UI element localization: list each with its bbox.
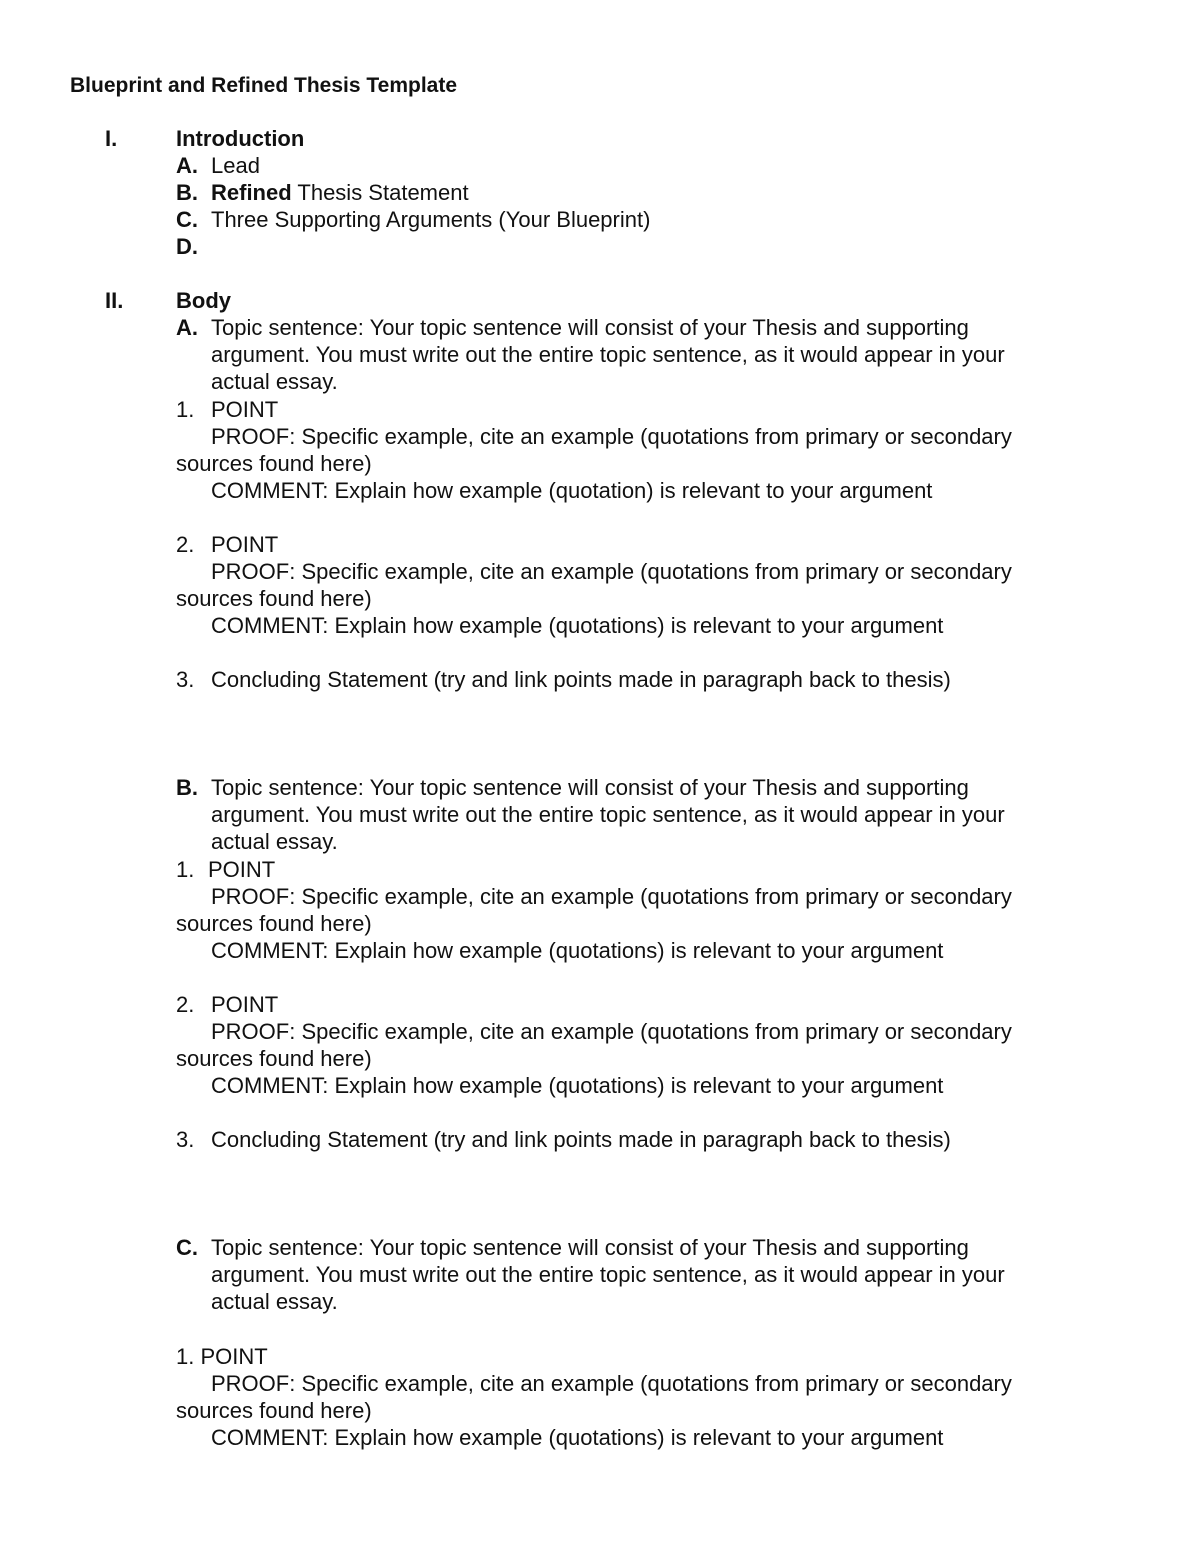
item-text: Lead — [211, 153, 260, 178]
concluding-statement: Concluding Statement (try and link points made in paragraph back to thesis) — [211, 667, 951, 692]
concluding-statement: Concluding Statement (try and link points made in paragraph back to thesis) — [211, 1127, 951, 1152]
proof-line-continued: sources found here) — [176, 451, 372, 476]
proof-line: PROOF: Specific example, cite an example (quotations from primary or secondary — [211, 1019, 1012, 1044]
item-bold-text: Refined — [211, 180, 292, 205]
point-number: 2. — [176, 532, 195, 557]
section-numeral-body: II. — [105, 288, 124, 313]
proof-line-continued: sources found here) — [176, 1046, 372, 1071]
point-number: 1. — [176, 397, 195, 422]
body-section-label: B. — [176, 775, 198, 800]
topic-sentence-line: actual essay. — [211, 829, 338, 854]
topic-sentence-line: argument. You must write out the entire topic sentence, as it would appear in your — [211, 802, 1005, 827]
comment-line: COMMENT: Explain how example (quotation) is relevant to your argument — [211, 478, 933, 503]
section-heading-intro: Introduction — [176, 126, 305, 151]
point-number: 3. — [176, 1127, 195, 1152]
topic-sentence-line: argument. You must write out the entire topic sentence, as it would appear in your — [211, 1262, 1005, 1287]
proof-line-continued: sources found here) — [176, 911, 372, 936]
document-title: Blueprint and Refined Thesis Template — [70, 74, 458, 97]
topic-sentence-line: argument. You must write out the entire topic sentence, as it would appear in your — [211, 342, 1005, 367]
proof-line-continued: sources found here) — [176, 1398, 372, 1423]
topic-sentence-line: Topic sentence: Your topic sentence will consist of your Thesis and supporting — [211, 315, 969, 340]
body-section-label: C. — [176, 1235, 198, 1260]
topic-sentence-line: Topic sentence: Your topic sentence will consist of your Thesis and supporting — [211, 775, 969, 800]
comment-line: COMMENT: Explain how example (quotations) is relevant to your argument — [211, 938, 944, 963]
section-heading-body: Body — [176, 288, 231, 313]
item-label: C. — [176, 207, 198, 232]
topic-sentence-line: Topic sentence: Your topic sentence will consist of your Thesis and supporting — [211, 1235, 969, 1260]
comment-line: COMMENT: Explain how example (quotations) is relevant to your argument — [211, 1073, 944, 1098]
proof-line: PROOF: Specific example, cite an example (quotations from primary or secondary — [211, 424, 1012, 449]
point-number: 2. — [176, 992, 195, 1017]
intro-item-d — [176, 234, 211, 260]
topic-sentence-line: actual essay. — [211, 1289, 338, 1314]
proof-line-continued: sources found here) — [176, 586, 372, 611]
intro-item-b — [176, 180, 469, 206]
item-text: Thesis Statement — [291, 180, 469, 205]
comment-line: COMMENT: Explain how example (quotations) is relevant to your argument — [211, 613, 944, 638]
proof-line: PROOF: Specific example, cite an example (quotations from primary or secondary — [211, 559, 1012, 584]
point-number: 1. — [176, 857, 195, 882]
intro-item-a — [176, 153, 260, 179]
point-number: 3. — [176, 667, 195, 692]
item-text: Three Supporting Arguments (Your Blueprint) — [211, 207, 651, 232]
point-label: POINT — [211, 532, 279, 557]
proof-line: PROOF: Specific example, cite an example (quotations from primary or secondary — [211, 1371, 1012, 1396]
topic-sentence-line: actual essay. — [211, 369, 338, 394]
proof-line: PROOF: Specific example, cite an example (quotations from primary or secondary — [211, 884, 1012, 909]
item-label: A. — [176, 153, 198, 178]
section-numeral-intro: I. — [105, 126, 118, 151]
intro-item-c — [176, 207, 650, 233]
body-section-label: A. — [176, 315, 198, 340]
point-label: 1. POINT — [176, 1344, 268, 1369]
item-label: D. — [176, 234, 198, 259]
point-label: POINT — [211, 397, 279, 422]
item-label: B. — [176, 180, 198, 205]
point-label: POINT — [211, 992, 279, 1017]
comment-line: COMMENT: Explain how example (quotations) is relevant to your argument — [211, 1425, 944, 1450]
point-label: POINT — [208, 857, 276, 882]
